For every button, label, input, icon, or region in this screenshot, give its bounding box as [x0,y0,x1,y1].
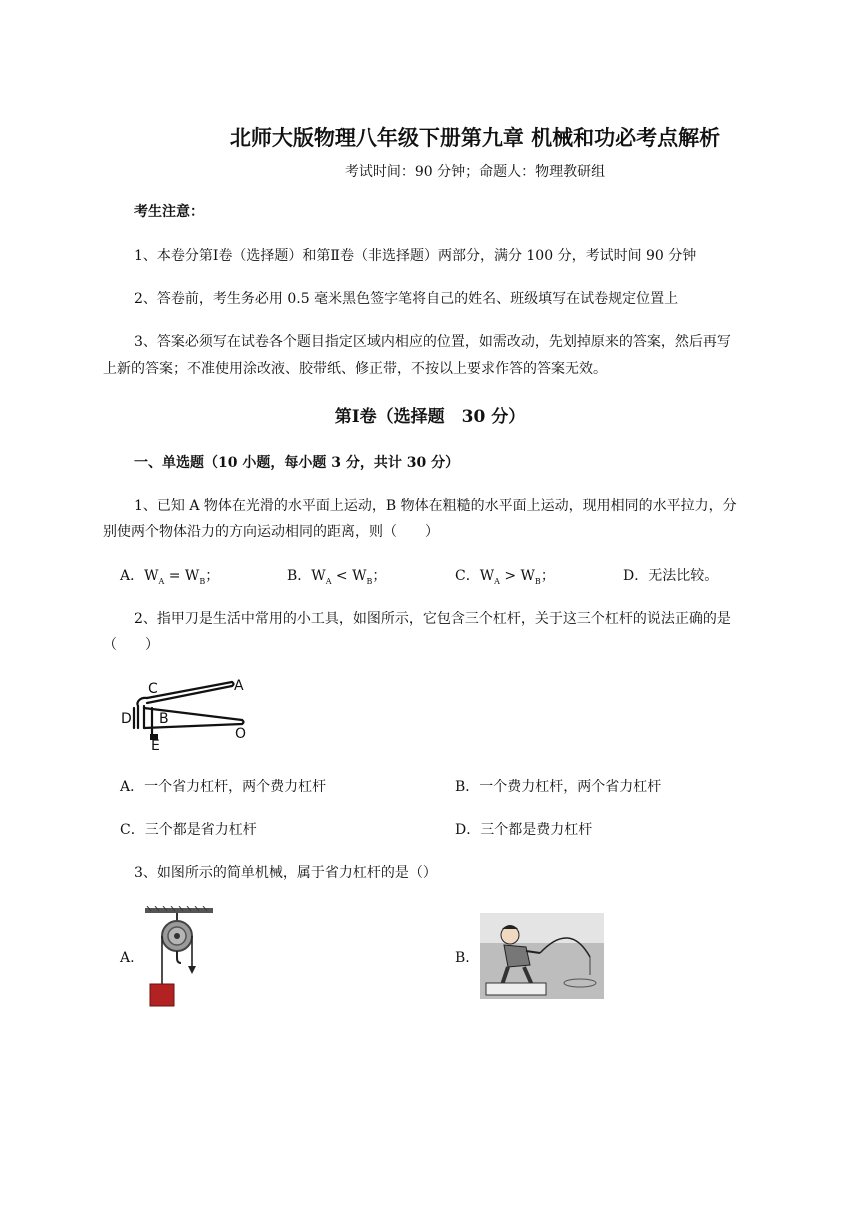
notice-3: 3、答案必须写在试卷各个题目指定区域内相应的位置，如需改动，先划掉原来的答案，然后再写 [134,334,731,350]
question-1-line1: 1、已知 A 物体在光滑的水平面上运动，B 物体在粗糙的水平面上运动，现用相同的水平拉力，分 [134,498,737,514]
label-c: C [148,681,158,697]
q1-option-c[interactable]: C．$W_A > W_B$； [455,568,555,586]
question-2-line1: 2、指甲刀是生活中常用的小工具，如图所示，它包含三个杠杆，关于这三个杠杆的说法正确的是 [134,611,731,627]
notice-2: 2、答卷前，考生务必用 0.5 毫米黑色签字笔将自己的姓名、班级填写在试卷规定位置上 [134,291,679,307]
notice-1: 1、本卷分第Ⅰ卷（选择题）和第Ⅱ卷（非选择题）两部分，满分 100 分，考试时间 90 分钟 [134,248,697,264]
q1-option-a[interactable]: A．$W_A = W_B$； [120,568,220,586]
q1-option-b[interactable]: B．$W_A < W_B$； [287,568,387,586]
q3-option-b[interactable]: B. [455,950,470,966]
question-3-line1: 3、如图所示的简单机械，属于省力杠杆的是（） [134,865,437,881]
section-title: 第Ⅰ卷（选择题 30 分） [334,407,526,427]
label-d: D [121,711,132,727]
question-2-line2: （ ） [103,637,159,653]
label-b: B [159,711,169,727]
notice-heading: 考生注意： [134,204,204,220]
label-e: E [151,738,160,752]
question-1-line2: 别使两个物体沿力的方向运动相同的距离，则（ ） [103,524,439,540]
q2-option-a[interactable]: A．一个省力杠杆，两个费力杠杆 [120,779,327,795]
q2-option-c[interactable]: C．三个都是省力杠杆 [120,822,257,838]
q2-option-b[interactable]: B．一个费力杠杆，两个省力杠杆 [455,779,662,795]
document-title: 北师大版物理八年级下册第九章 机械和功必考点解析 [229,125,721,150]
q3-option-a[interactable]: A. [120,950,135,966]
notice-3-cont: 上新的答案；不准使用涂改液、胶带纸、修正带，不按以上要求作答的答案无效。 [103,361,607,377]
label-a: A [234,678,244,694]
nail-clipper-figure [114,676,254,752]
fishing-figure [480,913,604,999]
label-o: O [235,726,247,742]
exam-info: 考试时间：90 分钟；命题人：物理教研组 [344,164,606,180]
q1-option-d[interactable]: D．无法比较。 [623,568,719,584]
part-heading: 一、单选题（10 小题，每小题 3 分，共计 30 分） [134,455,460,471]
pulley-figure [143,906,215,1008]
q2-option-d[interactable]: D．三个都是费力杠杆 [455,822,593,838]
